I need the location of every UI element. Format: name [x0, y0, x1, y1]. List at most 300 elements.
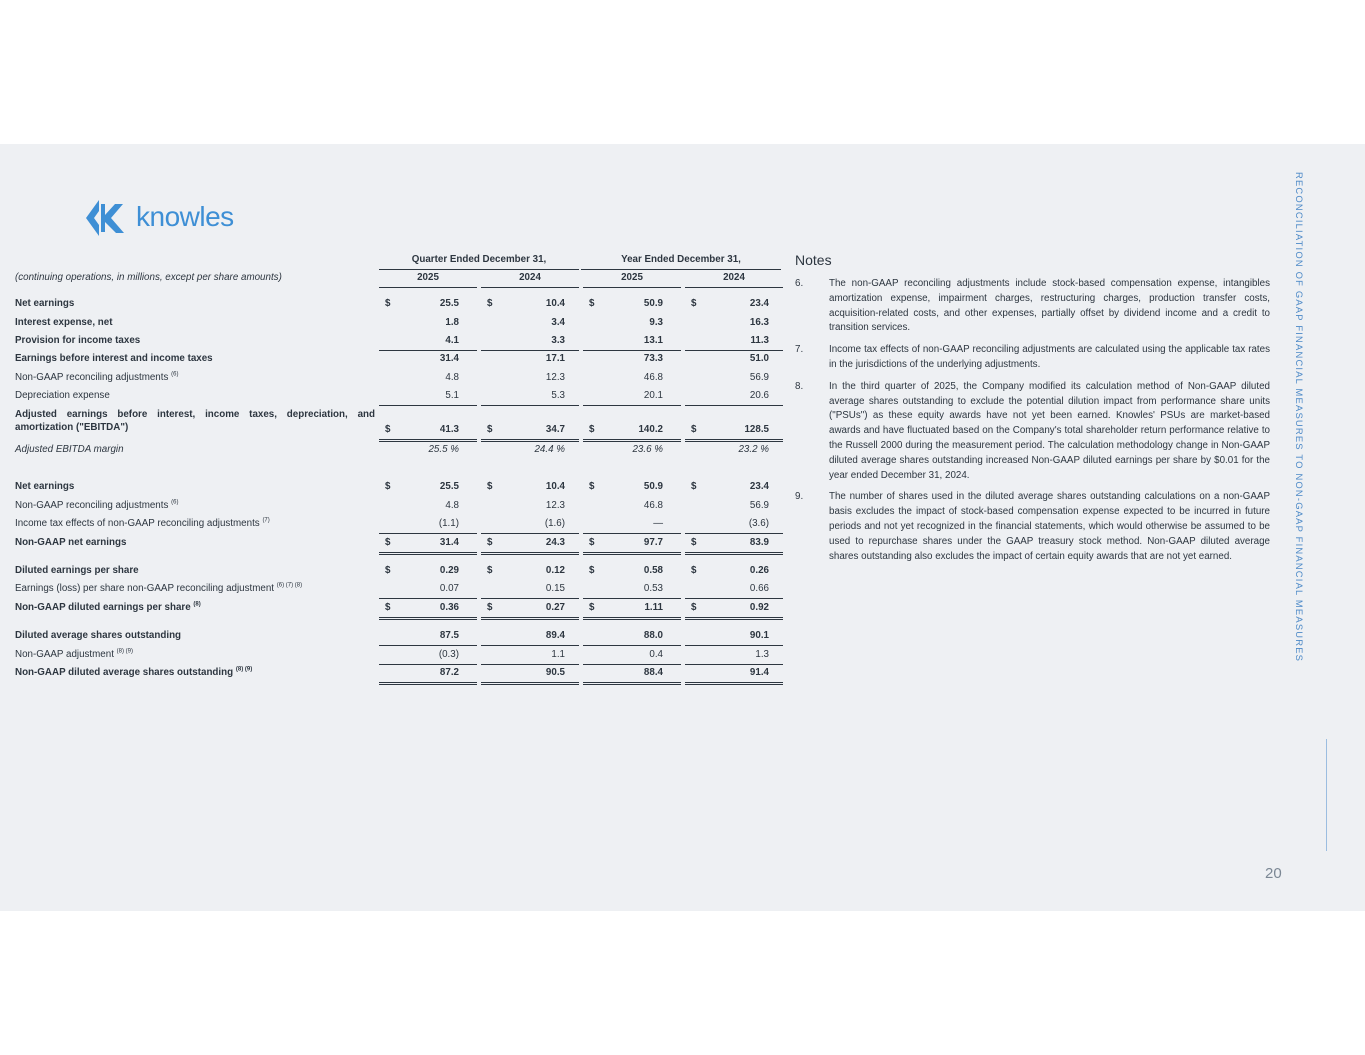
dollar-sign: $: [589, 298, 595, 309]
underline: [583, 439, 681, 440]
row-label-text: Net earnings: [15, 298, 75, 309]
note-text: In the third quarter of 2025, the Company modified its calculation method of Non-GAAP diluted average shares outstanding to exclude the potential dilution impact from performance share units ("PSUs") as these equity awards have not yet been earned. Knowles' PSUs are market-based awards and have fluctuated based on the Company's total shareholder return performance relative to the Russell 2000 during the measurement period. The calculation methodology change in Non-GAAP diluted average shares outstanding increased Non-GAAP diluted earnings per share by $0.01 for the year ended December 31, 2024.: [829, 380, 1270, 481]
table-row: [14, 647, 781, 665]
table-row: [14, 581, 781, 599]
table-cell: [685, 296, 783, 314]
underline: [481, 645, 579, 646]
dollar-sign: $: [385, 481, 391, 492]
table-cell: [685, 370, 783, 388]
cell-value: 3.3: [551, 335, 565, 346]
table-cell: [685, 535, 783, 553]
underline: [481, 405, 579, 406]
cell-value: 89.4: [545, 630, 565, 641]
row-label-text: Adjusted earnings before interest, income taxes, depreciation, and amortization ("EBITDA"): [15, 409, 375, 433]
cell-value: 90.5: [545, 667, 565, 678]
double-underline: [481, 619, 579, 620]
table-cell: [583, 422, 681, 440]
dollar-sign: $: [589, 481, 595, 492]
double-underline: [481, 554, 579, 555]
dollar-sign: $: [589, 537, 595, 548]
table-row: [14, 370, 781, 388]
footnote-ref: (7): [262, 517, 270, 524]
table-cell: [379, 388, 477, 406]
cell-value: 0.66: [749, 583, 769, 594]
underline: [379, 552, 477, 553]
note-number: 8.: [795, 380, 804, 392]
table-cell: [685, 665, 783, 683]
row-label-text: Non-GAAP reconciling adjustments: [15, 372, 169, 383]
logo-wordmark: knowles: [136, 201, 234, 232]
table-cell: [583, 535, 681, 553]
table-cell: [685, 563, 783, 581]
row-label: [15, 630, 181, 641]
year-col-1: 2025: [417, 272, 439, 283]
cell-value: 56.9: [749, 500, 769, 511]
cell-value: 0.07: [439, 583, 459, 594]
table-cell: [379, 296, 477, 314]
table-cell: [481, 296, 579, 314]
note-item: [795, 277, 1270, 336]
table-cell: [685, 479, 783, 497]
cell-value: (3.6): [748, 518, 769, 529]
row-label: [15, 298, 74, 309]
row-label: [15, 444, 124, 455]
year-rule: [583, 287, 681, 288]
quarter-header-rule: [379, 269, 579, 270]
cell-value: 0.58: [643, 565, 663, 576]
table-cell: [685, 516, 783, 534]
year-header-rule: [581, 269, 781, 270]
cell-value: 88.0: [643, 630, 663, 641]
table-row: [14, 388, 781, 406]
cell-value: 31.4: [439, 537, 459, 548]
table-cell: [379, 516, 477, 534]
underline: [685, 552, 783, 553]
cell-value: 23.2 %: [738, 444, 769, 455]
note-number: 6.: [795, 278, 804, 289]
cell-value: 0.27: [545, 602, 565, 613]
double-underline: [685, 619, 783, 620]
cell-value: 46.8: [643, 500, 663, 511]
table-cell: [481, 315, 579, 333]
cell-value: 41.3: [439, 424, 459, 435]
note-item: [795, 490, 1270, 564]
footnote-ref: (6): [171, 371, 179, 378]
underline: [685, 533, 783, 534]
dollar-sign: $: [487, 602, 493, 613]
table-cell: [379, 600, 477, 618]
table-subtitle: (continuing operations, in millions, except per share amounts): [15, 272, 282, 283]
underline: [379, 598, 477, 599]
underline: [379, 533, 477, 534]
row-label: [15, 649, 133, 660]
row-label: [15, 583, 302, 594]
underline: [481, 617, 579, 618]
cell-value: 88.4: [643, 667, 663, 678]
quarter-header: Quarter Ended December 31,: [411, 254, 547, 265]
year-rule: [481, 287, 579, 288]
dollar-sign: $: [385, 565, 391, 576]
underline: [685, 645, 783, 646]
table-cell: [481, 422, 579, 440]
cell-value: 25.5 %: [428, 444, 459, 455]
table-cell: [685, 388, 783, 406]
row-label: [15, 335, 140, 346]
underline: [481, 533, 579, 534]
table-cell: [481, 370, 579, 388]
table-row: [14, 535, 781, 553]
cell-value: 73.3: [643, 353, 663, 364]
cell-value: 25.5: [439, 298, 459, 309]
dollar-sign: $: [487, 424, 493, 435]
underline: [379, 405, 477, 406]
row-label-text: Earnings (loss) per share non-GAAP reconciling adjustment: [15, 583, 275, 594]
row-label: [15, 537, 126, 548]
note-text: The non-GAAP reconciling adjustments include stock-based compensation expense, intangibles amortization expense, impairment charges, restructuring charges, production transfer costs, acquisition-related costs, and other expenses, partially offset by dividend income and a credit to transition services.: [829, 278, 1270, 334]
vertical-section-title: [1294, 172, 1308, 663]
row-label-text: Provision for income taxes: [15, 335, 141, 346]
dollar-sign: $: [691, 481, 697, 492]
table-cell: [685, 422, 783, 440]
table-cell: [481, 516, 579, 534]
table-cell: [583, 351, 681, 369]
cell-value: 11.3: [750, 335, 769, 346]
cell-value: 91.4: [749, 667, 769, 678]
dollar-sign: $: [691, 537, 697, 548]
row-label: [15, 390, 110, 401]
dollar-sign: $: [487, 298, 493, 309]
table-row: [14, 333, 781, 351]
cell-value: 24.3: [545, 537, 565, 548]
cell-value: 87.2: [439, 667, 459, 678]
underline: [481, 552, 579, 553]
table-cell: [379, 535, 477, 553]
row-label-text: Earnings before interest and income taxes: [15, 353, 213, 364]
row-label: [15, 353, 213, 364]
table-cell: [379, 498, 477, 516]
footnote-ref: (6) (7) (8): [276, 582, 303, 589]
row-label-text: Non-GAAP adjustment: [15, 649, 114, 660]
cell-value: 34.7: [545, 424, 565, 435]
table-cell: [685, 442, 783, 460]
cell-value: 23.6 %: [632, 444, 663, 455]
double-underline: [685, 684, 783, 685]
dollar-sign: $: [589, 565, 595, 576]
cell-value: 83.9: [749, 537, 769, 548]
slide: [0, 144, 1365, 911]
table-row: [14, 628, 781, 646]
cell-value: 3.4: [551, 317, 565, 328]
row-label: [15, 500, 178, 511]
table-cell: [583, 315, 681, 333]
table-row: [14, 516, 781, 534]
dollar-sign: $: [691, 602, 697, 613]
table-cell: [583, 665, 681, 683]
double-underline: [583, 554, 681, 555]
note-text: Income tax effects of non-GAAP reconciling adjustments are calculated using the applicable tax rates in the jurisdictions of the underlying adjustments.: [829, 344, 1270, 370]
table-cell: [583, 388, 681, 406]
cell-value: 1.11: [644, 602, 663, 613]
cell-value: 0.29: [439, 565, 459, 576]
row-label: [15, 408, 375, 434]
cell-value: 10.4: [545, 481, 565, 492]
note-text: The number of shares used in the diluted average shares outstanding calculations on a non-GAAP basis excludes the impact of stock-based compensation expense expected to be incurred in future periods and not yet recognized in the financial statements, which would otherwise be assumed to be used to repurchase shares under the GAAP treasury stock method. Non-GAAP diluted average shares outstanding also excludes the impact of certain equity awards that are not yet earned.: [829, 491, 1270, 562]
cell-value: 31.4: [439, 353, 459, 364]
table-row: [14, 563, 781, 581]
dollar-sign: $: [385, 537, 391, 548]
row-label-text: Non-GAAP diluted earnings per share: [15, 602, 191, 613]
cell-value: 90.1: [749, 630, 769, 641]
row-label: [15, 667, 252, 678]
underline: [583, 682, 681, 683]
cell-value: 50.9: [643, 481, 663, 492]
row-label-text: Interest expense, net: [15, 317, 113, 328]
year-col-4: 2024: [723, 272, 745, 283]
underline: [583, 598, 681, 599]
double-underline: [481, 684, 579, 685]
underline: [481, 682, 579, 683]
underline: [379, 439, 477, 440]
cell-value: 50.9: [643, 298, 663, 309]
year-rule: [685, 287, 783, 288]
dollar-sign: $: [589, 424, 595, 435]
table-cell: [583, 479, 681, 497]
note-number: 9.: [795, 491, 804, 503]
row-label-text: Diluted earnings per share: [15, 565, 139, 576]
underline: [685, 439, 783, 440]
notes-title: Notes: [795, 252, 832, 268]
double-underline: [379, 684, 477, 685]
footnote-ref: (8) (9): [235, 666, 253, 673]
table-cell: [583, 442, 681, 460]
table-cell: [379, 315, 477, 333]
row-label-text: Non-GAAP diluted average shares outstanding: [15, 667, 234, 678]
cell-value: (0.3): [438, 649, 459, 660]
page-number: 20: [1265, 865, 1282, 882]
underline: [481, 598, 579, 599]
table-row: [14, 498, 781, 516]
cell-value: 20.6: [749, 390, 769, 401]
underline: [685, 617, 783, 618]
cell-value: 9.3: [649, 317, 663, 328]
dollar-sign: $: [487, 565, 493, 576]
double-underline: [379, 554, 477, 555]
cell-value: 1.3: [755, 649, 769, 660]
dollar-sign: $: [487, 537, 493, 548]
table-cell: [685, 315, 783, 333]
dollar-sign: $: [385, 424, 391, 435]
cell-value: 0.36: [439, 602, 459, 613]
table-cell: [481, 498, 579, 516]
table-cell: [685, 498, 783, 516]
cell-value: 1.8: [445, 317, 459, 328]
table-cell: [583, 370, 681, 388]
underline: [583, 533, 681, 534]
table-row: [14, 479, 781, 497]
table-cell: [481, 581, 579, 599]
underline: [583, 617, 681, 618]
underline: [379, 682, 477, 683]
cell-value: 4.1: [445, 335, 459, 346]
cell-value: 24.4 %: [534, 444, 565, 455]
cell-value: 5.1: [445, 390, 459, 401]
table-row: [14, 315, 781, 333]
row-label-text: Non-GAAP reconciling adjustments: [15, 500, 169, 511]
dollar-sign: $: [691, 424, 697, 435]
underline: [685, 405, 783, 406]
row-label-text: Net earnings: [15, 481, 75, 492]
table-cell: [481, 388, 579, 406]
table-cell: [379, 581, 477, 599]
table-cell: [481, 333, 579, 351]
cell-value: 0.26: [749, 565, 769, 576]
table-cell: [379, 351, 477, 369]
cell-value: (1.1): [438, 518, 459, 529]
table-cell: [583, 516, 681, 534]
row-label: [15, 518, 270, 529]
underline: [685, 682, 783, 683]
table-cell: [583, 498, 681, 516]
cell-value: 46.8: [643, 372, 663, 383]
table-cell: [583, 333, 681, 351]
footnote-ref: (6): [171, 499, 179, 506]
note-item: [795, 380, 1270, 484]
dollar-sign: $: [691, 565, 697, 576]
table-row: [14, 296, 781, 314]
table-cell: [379, 370, 477, 388]
year-col-3: 2025: [621, 272, 643, 283]
cell-value: 12.3: [545, 500, 565, 511]
knowles-logo: [86, 200, 234, 236]
table-row: [14, 665, 781, 683]
underline: [685, 598, 783, 599]
row-label: [15, 565, 139, 576]
underline: [379, 645, 477, 646]
cell-value: 0.92: [749, 602, 769, 613]
underline: [481, 439, 579, 440]
table-cell: [379, 442, 477, 460]
table-cell: [583, 600, 681, 618]
table-cell: [481, 535, 579, 553]
cell-value: 23.4: [749, 481, 769, 492]
cell-value: 0.4: [649, 649, 663, 660]
dollar-sign: $: [691, 298, 697, 309]
cell-value: 0.12: [545, 565, 565, 576]
cell-value: 12.3: [545, 372, 565, 383]
cell-value: 56.9: [749, 372, 769, 383]
table-cell: [685, 351, 783, 369]
row-label-text: Diluted average shares outstanding: [15, 630, 182, 641]
cell-value: 5.3: [551, 390, 565, 401]
table-cell: [379, 422, 477, 440]
dollar-sign: $: [385, 602, 391, 613]
table-cell: [379, 333, 477, 351]
double-underline: [379, 619, 477, 620]
table-cell: [583, 296, 681, 314]
year-rule: [379, 287, 477, 288]
cell-value: 128.5: [744, 424, 769, 435]
footnote-ref: (8) (9): [116, 648, 134, 655]
row-label: [15, 602, 201, 613]
cell-value: 23.4: [749, 298, 769, 309]
table-cell: [481, 479, 579, 497]
underline: [583, 405, 681, 406]
table-cell: [685, 333, 783, 351]
cell-value: 87.5: [439, 630, 459, 641]
table-cell: [583, 563, 681, 581]
cell-value: 0.15: [545, 583, 565, 594]
table-cell: [481, 563, 579, 581]
table-cell: [583, 647, 681, 665]
cell-value: 4.8: [445, 500, 459, 511]
cell-value: 0.53: [643, 583, 663, 594]
double-underline: [685, 554, 783, 555]
cell-value: 140.2: [638, 424, 663, 435]
table-cell: [481, 628, 579, 646]
table-cell: [481, 647, 579, 665]
dollar-sign: $: [385, 298, 391, 309]
vertical-title-text: RECONCILIATION OF GAAP FINANCIAL MEASURES TO NON-GAAP FINANCIAL MEASURES: [1294, 172, 1305, 663]
side-divider: [1326, 739, 1327, 851]
note-number: 7.: [795, 344, 804, 356]
row-label: [15, 317, 112, 328]
table-cell: [379, 665, 477, 683]
row-label-text: Non-GAAP net earnings: [15, 537, 127, 548]
cell-value: 17.1: [545, 353, 565, 364]
underline: [379, 617, 477, 618]
cell-value: 4.8: [445, 372, 459, 383]
notes-panel: [795, 252, 1270, 571]
table-cell: [685, 600, 783, 618]
cell-value: 13.1: [643, 335, 663, 346]
table-cell: [583, 581, 681, 599]
table-cell: [379, 479, 477, 497]
table-row: [14, 442, 781, 460]
dollar-sign: $: [589, 602, 595, 613]
table-row: [14, 409, 781, 440]
cell-value: 16.3: [749, 317, 769, 328]
underline: [583, 552, 681, 553]
table-cell: [685, 647, 783, 665]
table-cell: [379, 647, 477, 665]
table-row: [14, 600, 781, 618]
cell-value: 25.5: [439, 481, 459, 492]
table-row: [14, 351, 781, 369]
row-label-text: Depreciation expense: [15, 390, 110, 401]
double-underline: [583, 684, 681, 685]
table-cell: [481, 442, 579, 460]
year-header: Year Ended December 31,: [621, 254, 741, 265]
table-cell: [379, 563, 477, 581]
year-col-2: 2024: [519, 272, 541, 283]
cell-value: 10.4: [545, 298, 565, 309]
table-cell: [379, 628, 477, 646]
cell-value: 51.0: [749, 353, 769, 364]
footnote-ref: (8): [193, 601, 201, 608]
cell-value: (1.6): [544, 518, 565, 529]
note-item: [795, 343, 1270, 373]
cell-value: —: [653, 518, 663, 529]
cell-value: 20.1: [643, 390, 663, 401]
double-underline: [583, 619, 681, 620]
row-label: [15, 372, 178, 383]
table-cell: [481, 600, 579, 618]
table-cell: [481, 351, 579, 369]
table-cell: [685, 628, 783, 646]
table-cell: [583, 628, 681, 646]
table-cell: [481, 665, 579, 683]
knowles-logo-icon: [86, 200, 130, 236]
